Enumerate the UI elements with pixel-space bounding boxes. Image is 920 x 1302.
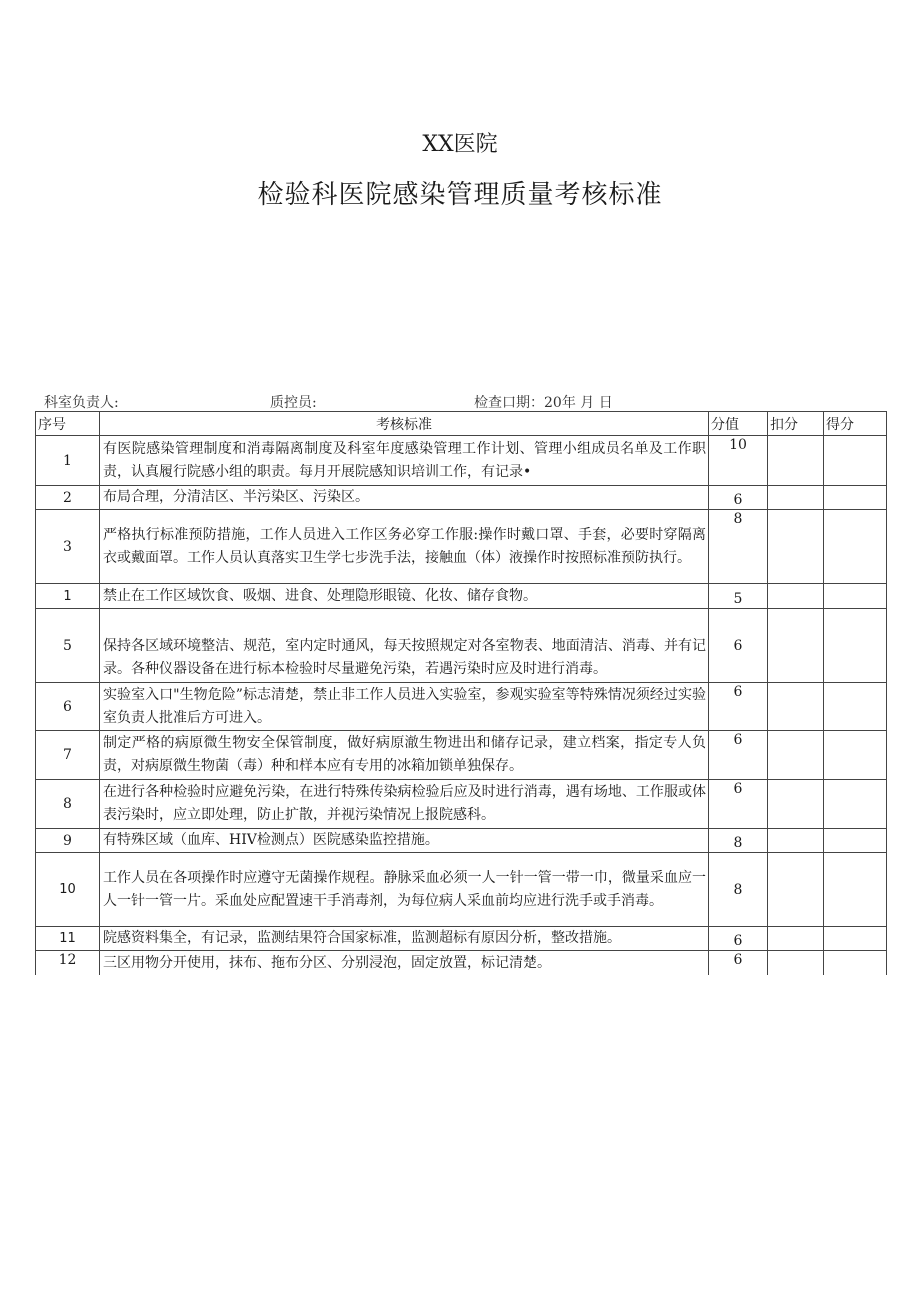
row-score: 6 <box>709 486 768 510</box>
table-row <box>36 486 887 510</box>
row-score: 8 <box>709 510 768 584</box>
hospital-name: XX医院 <box>422 132 498 157</box>
table-row <box>36 829 887 853</box>
row-earned[interactable] <box>824 951 887 976</box>
row-standard: 布局合理，分清洁区、半污染区、污染区。 <box>100 486 709 510</box>
row-earned[interactable] <box>824 927 887 951</box>
row-no: 8 <box>36 780 100 829</box>
table-row <box>36 436 887 486</box>
row-no: 2 <box>36 486 100 510</box>
row-no: 6 <box>36 683 100 731</box>
row-score: 6 <box>709 683 768 731</box>
col-header-deduct: 扣分 <box>768 412 824 436</box>
row-no: 9 <box>36 829 100 853</box>
row-standard: 三区用物分开使用，抹布、拖布分区、分别浸泡，固定放置，标记清楚。 <box>100 951 709 976</box>
row-deduct[interactable] <box>768 829 824 853</box>
row-earned[interactable] <box>824 609 887 683</box>
row-score: 6 <box>709 609 768 683</box>
row-score: 8 <box>709 853 768 927</box>
row-no: 3 <box>36 510 100 584</box>
row-earned[interactable] <box>824 584 887 609</box>
table-row <box>36 853 887 927</box>
col-header-score: 分值 <box>709 412 768 436</box>
assessment-table <box>35 411 887 975</box>
col-header-standard: 考核标准 <box>100 412 709 436</box>
table-header-row <box>36 412 887 436</box>
table-row <box>36 609 887 683</box>
row-deduct[interactable] <box>768 927 824 951</box>
row-no: 12 <box>36 951 100 976</box>
dept-head-label: 科室负责人: <box>44 395 119 411</box>
row-deduct[interactable] <box>768 780 824 829</box>
row-earned[interactable] <box>824 780 887 829</box>
row-score: 8 <box>709 829 768 853</box>
col-header-no: 序号 <box>36 412 100 436</box>
table-row <box>36 510 887 584</box>
table-row <box>36 927 887 951</box>
row-deduct[interactable] <box>768 486 824 510</box>
row-deduct[interactable] <box>768 853 824 927</box>
row-standard: 实验室入口"生物危险”标志清楚，禁止非工作人员进入实验室，参观实验室等特殊情况须经过实验室负责人批准后方可进入。 <box>100 683 709 731</box>
row-standard: 在进行各种检验时应避免污染，在进行特殊传染病检验后应及时进行消毒，遇有场地、工作服或体表污染时，应立即处理，防止扩散，并视污染情况上报院感科。 <box>100 780 709 829</box>
check-date-label: 检查口期：20年 月 日 <box>474 395 613 411</box>
row-no: 11 <box>36 927 100 951</box>
table-row <box>36 951 887 976</box>
row-earned[interactable] <box>824 829 887 853</box>
document-title: 检验科医院感染管理质量考核标准 <box>257 180 663 210</box>
row-earned[interactable] <box>824 731 887 780</box>
row-standard: 保持各区域环境整洁、规范，室内定时通风，每天按照规定对各室物表、地面清洁、消毒、并有记录。各种仪器设备在进行标本检验时尽量避免污染，若遇污染时应及时进行消毒。 <box>100 609 709 683</box>
qc-officer-label: 质控员: <box>270 395 317 411</box>
row-earned[interactable] <box>824 853 887 927</box>
meta-line <box>0 392 920 410</box>
row-score: 5 <box>709 584 768 609</box>
row-score: 10 <box>709 436 768 486</box>
col-header-earned: 得分 <box>824 412 887 436</box>
row-deduct[interactable] <box>768 609 824 683</box>
row-earned[interactable] <box>824 510 887 584</box>
row-score: 6 <box>709 951 768 976</box>
row-score: 6 <box>709 780 768 829</box>
row-score: 6 <box>709 731 768 780</box>
row-deduct[interactable] <box>768 951 824 976</box>
row-no: 5 <box>36 609 100 683</box>
row-standard: 制定严格的病原微生物安全保管制度，做好病原澈生物进出和储存记录，建立档案，指定专人负责，对病原微生物菌（毒）种和样本应有专用的冰箱加锁单独保存。 <box>100 731 709 780</box>
row-deduct[interactable] <box>768 683 824 731</box>
row-standard: 工作人员在各项操作时应遵守无菌操作规程。静脉采血必须一人一针一管一带一巾，微量采血应一人一针一管一片。采血处应配置速干手消毒剂，为每位病人采血前均应进行洗手或手消毒。 <box>100 853 709 927</box>
row-deduct[interactable] <box>768 731 824 780</box>
row-earned[interactable] <box>824 436 887 486</box>
row-standard: 有特殊区域（血库、HIV检测点）医院感染监控措施。 <box>100 829 709 853</box>
row-no: 1 <box>36 584 100 609</box>
row-no: 7 <box>36 731 100 780</box>
row-earned[interactable] <box>824 486 887 510</box>
row-no: 1 <box>36 436 100 486</box>
row-earned[interactable] <box>824 683 887 731</box>
row-deduct[interactable] <box>768 584 824 609</box>
table-row <box>36 683 887 731</box>
row-standard: 严格执行标准预防措施，工作人员进入工作区务必穿工作服:操作时戴口罩、手套，必要时穿隔离衣或戴面罩。工作人员认真落实卫生学七步洗手法，接触血（体）液操作时按照标准预防执行。 <box>100 510 709 584</box>
row-no: 10 <box>36 853 100 927</box>
table-row <box>36 780 887 829</box>
table-row <box>36 584 887 609</box>
row-deduct[interactable] <box>768 510 824 584</box>
row-standard: 院感资料集全，有记录，监测结果符合国家标准，监测超标有原因分析，整改措施。 <box>100 927 709 951</box>
row-standard: 有医院感染管理制度和消毒隔离制度及科室年度感染管理工作计划、管理小组成员名单及工作职责，认真履行院感小组的职责。每月开展院感知识培训工作，有记录• <box>100 436 709 486</box>
row-score: 6 <box>709 927 768 951</box>
row-standard: 禁止在工作区域饮食、吸烟、进食、处理隐形眼镜、化妆、储存食物。 <box>100 584 709 609</box>
row-deduct[interactable] <box>768 436 824 486</box>
table-row <box>36 731 887 780</box>
